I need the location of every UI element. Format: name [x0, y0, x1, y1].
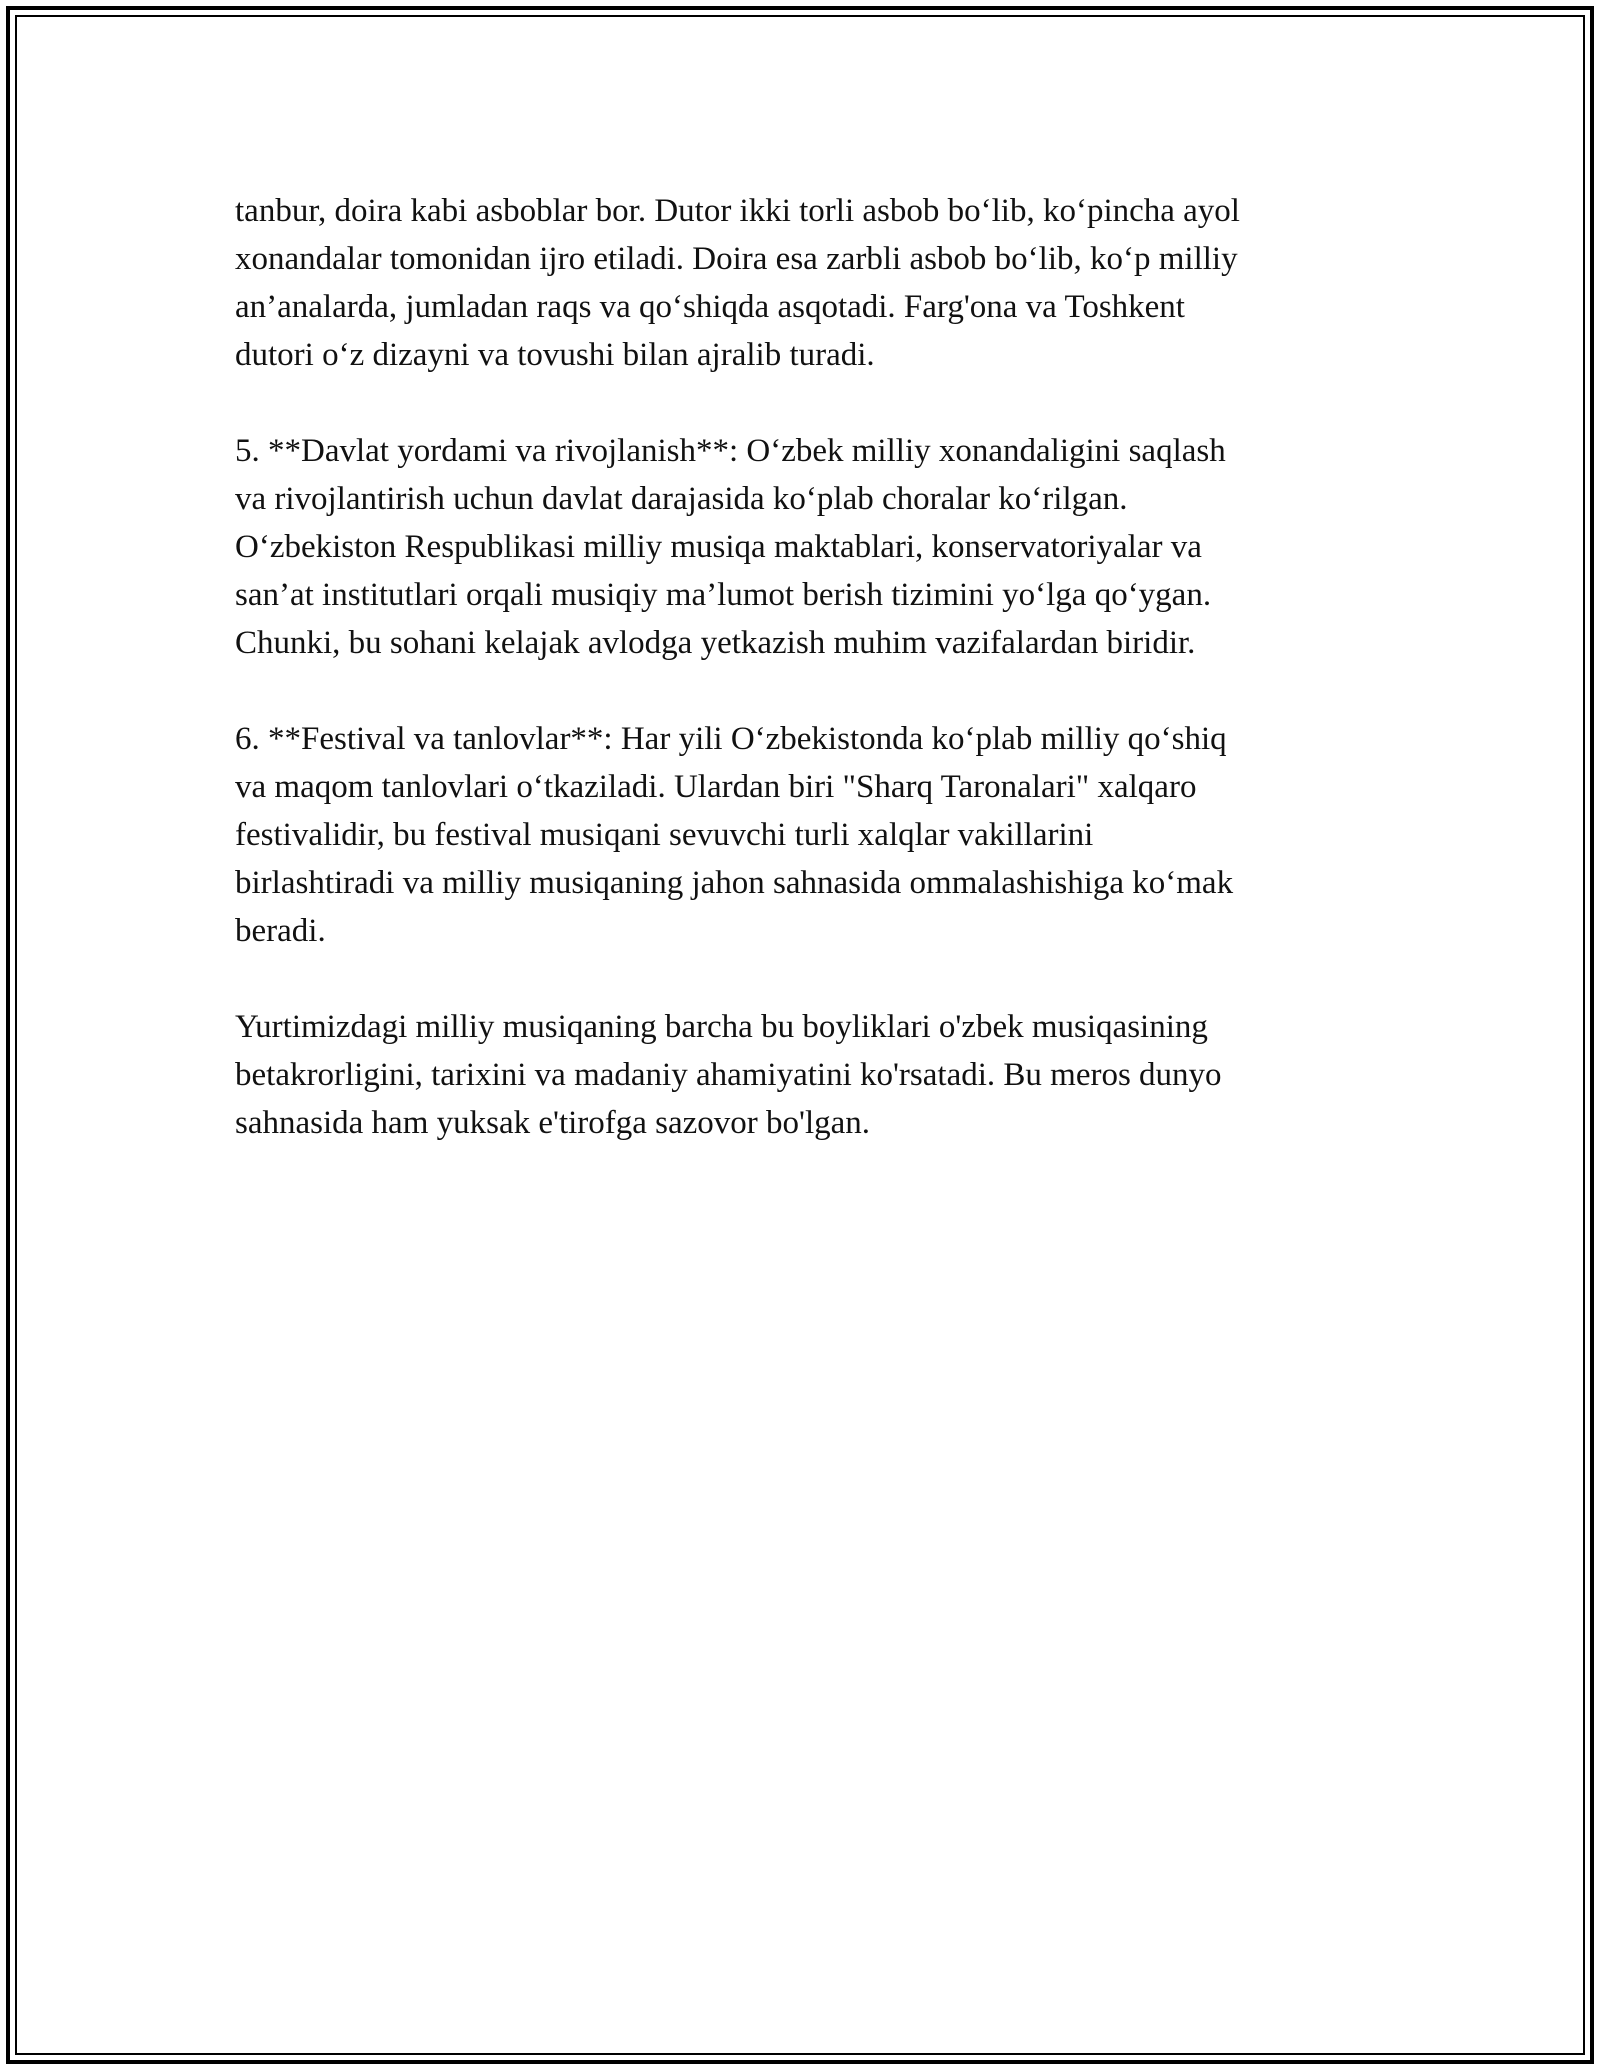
text-line: 6. **Festival va tanlovlar**: Har yili O‘zbekistonda ko‘plab milliy qo‘shiq [235, 721, 1227, 757]
paragraph-festivals [235, 715, 1375, 955]
text-line: san’at institutlari orqali musiqiy ma’lumot berish tizimini yo‘lga qo‘ygan. [235, 577, 1212, 613]
text-line: sahnasida ham yuksak e'tirofga sazovor bo'lgan. [235, 1105, 871, 1141]
text-line: 5. **Davlat yordami va rivojlanish**: O‘zbek milliy xonandaligini saqlash [235, 433, 1226, 469]
text-line: beradi. [235, 913, 326, 949]
text-line: festivalidir, bu festival musiqani sevuvchi turli xalqlar vakillarini [235, 817, 1094, 853]
text-line: xonandalar tomonidan ijro etiladi. Doira esa zarbli asbob bo‘lib, ko‘p milliy [235, 241, 1238, 277]
text-line: betakrorligini, tarixini va madaniy ahamiyatini ko'rsatadi. Bu meros dunyo [235, 1057, 1222, 1093]
document-body [235, 187, 1375, 1195]
paragraph-state-support [235, 427, 1375, 667]
text-line: an’analarda, jumladan raqs va qo‘shiqda asqotadi. Farg'ona va Toshkent [235, 289, 1185, 325]
text-line: Yurtimizdagi milliy musiqaning barcha bu boyliklari o'zbek musiqasining [235, 1009, 1208, 1045]
text-line: Chunki, bu sohani kelajak avlodga yetkazish muhim vazifalardan biridir. [235, 625, 1196, 661]
paragraph-instruments [235, 187, 1375, 379]
paragraph-conclusion [235, 1003, 1375, 1147]
text-line: dutori o‘z dizayni va tovushi bilan ajralib turadi. [235, 337, 875, 373]
text-line: birlashtiradi va milliy musiqaning jahon sahnasida ommalashishiga ko‘mak [235, 865, 1234, 901]
text-line: tanbur, doira kabi asboblar bor. Dutor ikki torli asbob bo‘lib, ko‘pincha ayol [235, 193, 1240, 229]
text-line: va rivojlantirish uchun davlat darajasida ko‘plab choralar ko‘rilgan. [235, 481, 1128, 517]
text-line: va maqom tanlovlari o‘tkaziladi. Ulardan biri "Sharq Taronalari" xalqaro [235, 769, 1197, 805]
text-line: O‘zbekiston Respublikasi milliy musiqa maktablari, konservatoriyalar va [235, 529, 1202, 565]
